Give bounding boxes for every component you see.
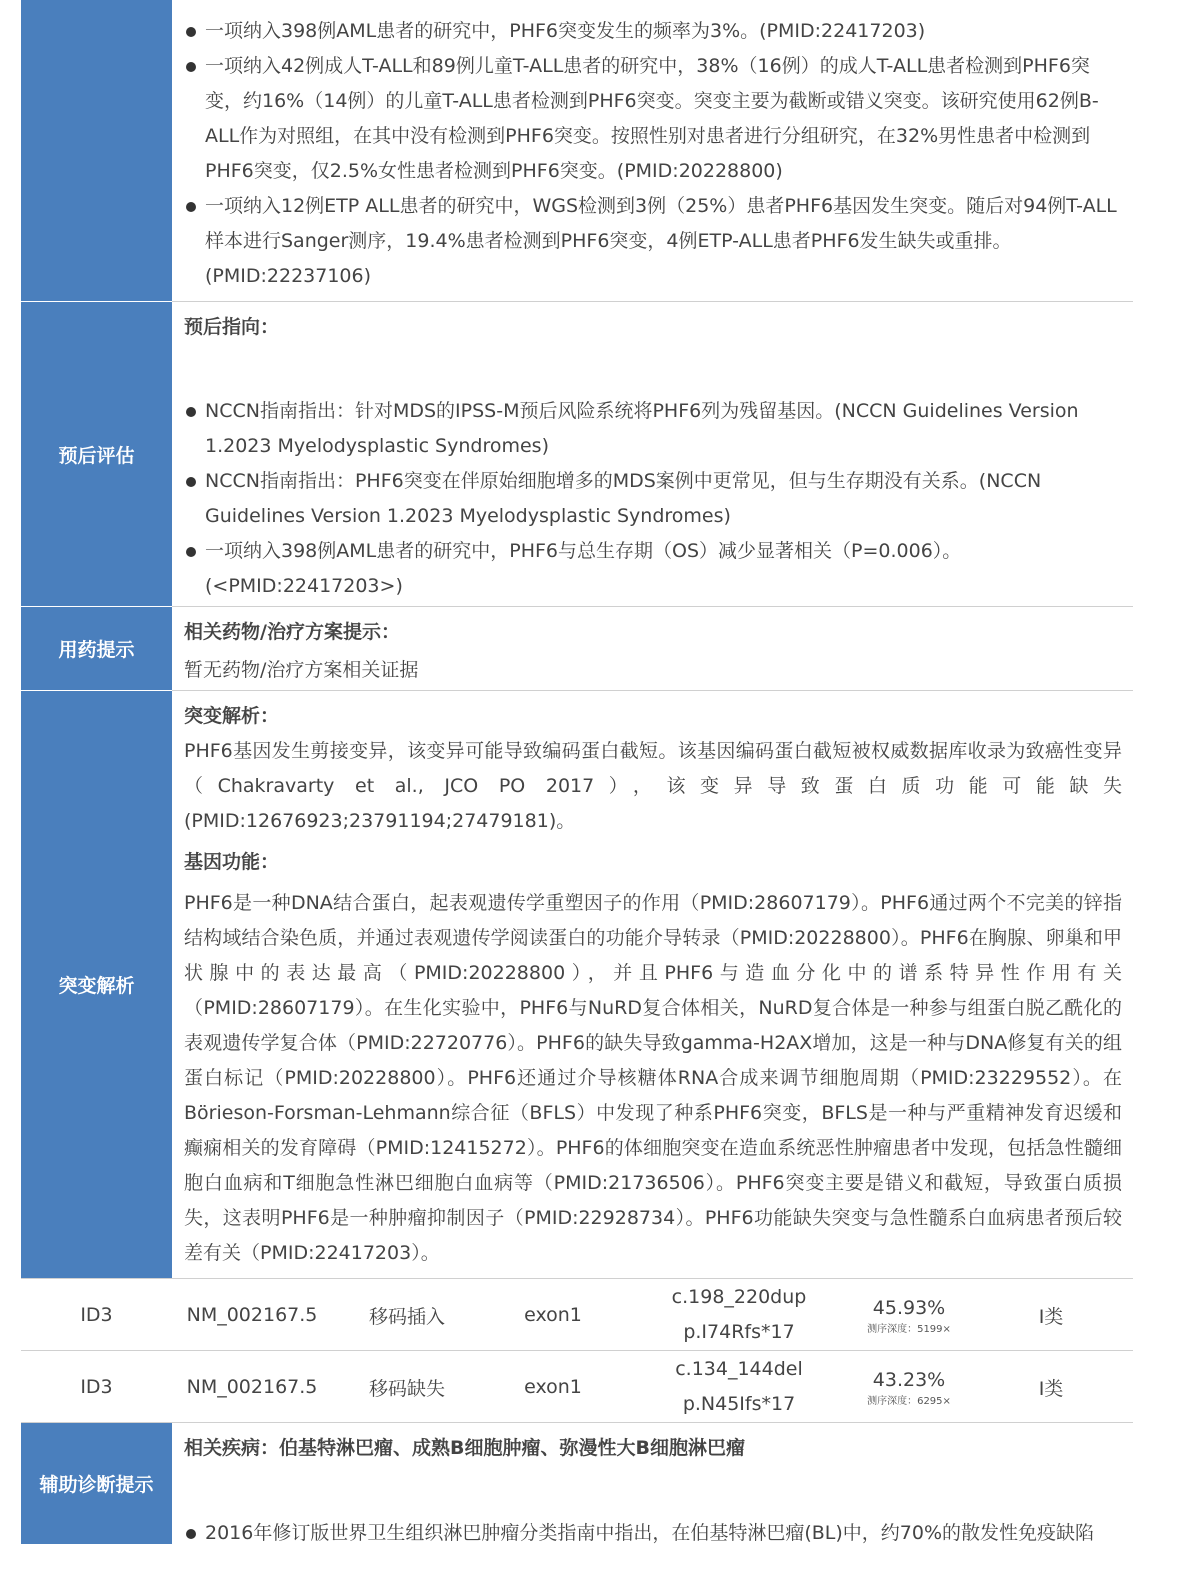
drug-label: 用药提示 xyxy=(21,607,172,690)
table-row xyxy=(21,1351,1133,1423)
gene-function-heading: 基因功能： xyxy=(184,851,280,873)
depth-value: 测序深度：5199× xyxy=(867,1324,951,1335)
mutation-label: 突变解析 xyxy=(21,691,172,1278)
cdna-change: c.134_144del xyxy=(675,1358,803,1380)
variant-cell xyxy=(624,1279,854,1351)
level-cell: I类 xyxy=(1038,1377,1064,1400)
gene-cell: ID3 xyxy=(80,1304,113,1326)
protein-change: p.N45Ifs*17 xyxy=(682,1393,796,1415)
evidence-section xyxy=(21,0,1133,301)
mutation-heading: 突变解析： xyxy=(184,705,280,727)
aux-section xyxy=(21,1423,1133,1544)
prognosis-bullet: NCCN指南指出：针对MDS的IPSS-M预后风险系统将PHF6列为残留基因。(NCCN Guidelines Version 1.2023 Myelodysplastic Syndromes) xyxy=(184,394,1122,464)
evidence-label-column xyxy=(21,0,172,301)
depth-value: 测序深度：6295× xyxy=(867,1396,951,1407)
protein-change: p.I74Rfs*17 xyxy=(683,1321,795,1343)
variant-cell xyxy=(624,1351,854,1423)
table-row xyxy=(21,1279,1133,1351)
aux-heading: 相关疾病：伯基特淋巴瘤、成熟B细胞肿瘤、弥漫性大B细胞淋巴瘤 xyxy=(184,1437,745,1459)
evidence-content xyxy=(172,0,1133,301)
cdna-change: c.198_220dup xyxy=(671,1286,807,1308)
prognosis-content xyxy=(172,302,1133,606)
evidence-bullet: 一项纳入42例成人T-ALL和89例儿童T-ALL患者的研究中，38%（16例）的成人T-ALL患者检测到PHF6突变，约16%（14例）的儿童T-ALL患者检测到PHF6突变。突变主要为截断或错义突变。该研究使用62例B-ALL作为对照组，在其中没有检测到PHF6突变。按照性别对患者进行分组研究，在32%男性患者中检测到PHF6突变，仅2.5%女性患者检测到PHF6突变。(PMID:20228800) xyxy=(184,49,1122,189)
prognosis-heading: 预后指向： xyxy=(184,316,280,338)
drug-section xyxy=(21,607,1133,690)
drug-heading: 相关药物/治疗方案提示： xyxy=(184,621,400,643)
type-cell: 移码缺失 xyxy=(368,1377,445,1400)
exon-cell: exon1 xyxy=(524,1304,582,1326)
drug-text: 暂无药物/治疗方案相关证据 xyxy=(184,659,419,681)
gene-cell: ID3 xyxy=(80,1376,113,1398)
aux-bullet: 2016年修订版世界卫生组织淋巴肿瘤分类指南中指出，在伯基特淋巴瘤(BL)中，约70%的散发性免疫缺陷 xyxy=(184,1516,1122,1551)
type-cell: 移码插入 xyxy=(368,1305,445,1328)
transcript-cell: NM_002167.5 xyxy=(186,1304,318,1326)
prognosis-label: 预后评估 xyxy=(21,302,172,606)
mutation-section xyxy=(21,691,1133,1278)
drug-content xyxy=(172,607,1133,690)
vaf-cell xyxy=(844,1279,974,1351)
prognosis-section xyxy=(21,302,1133,606)
prognosis-bullet: NCCN指南指出：PHF6突变在伴原始细胞增多的MDS案例中更常见，但与生存期没有关系。(NCCN Guidelines Version 1.2023 Myelodysplastic Syndromes) xyxy=(184,464,1122,534)
level-cell: I类 xyxy=(1038,1305,1064,1328)
mutation-text: PHF6基因发生剪接变异，该变异可能导致编码蛋白截短。该基因编码蛋白截短被权威数据库收录为致癌性变异（Chakravarty et al., JCO PO 2017），该变异导致蛋白质功能可能缺失(PMID:12676923;23791194;27479181)。 xyxy=(184,740,1122,832)
gene-function-text: PHF6是一种DNA结合蛋白，起表观遗传学重塑因子的作用（PMID:28607179）。PHF6通过两个不完美的锌指结构域结合染色质，并通过表观遗传学阅读蛋白的功能介导转录（PMID:20228800）。PHF6在胸腺、卵巢和甲状腺中的表达最高（PMID:20228800），并且PHF6与造血分化中的谱系特异性作用有关（PMID:28607179）。在生化实验中，PHF6与NuRD复合体相关，NuRD复合体是一种参与组蛋白脱乙酰化的表观遗传学复合体（PMID:22720776）。PHF6的缺失导致gamma-H2AX增加，这是一种与DNA修复有关的组蛋白标记（PMID:20228800）。PHF6还通过介导核糖体RNA合成来调节细胞周期（PMID:23229552）。在Börieson-Forsman-Lehmann综合征（BFLS）中发现了种系PHF6突变，BFLS是一种与严重精神发育迟缓和癫痫相关的发育障碍（PMID:12415272）。PHF6的体细胞突变在造血系统恶性肿瘤患者中发现，包括急性髓细胞白血病和T细胞急性淋巴细胞白血病等（PMID:21736506）。PHF6突变主要是错义和截短，导致蛋白质损失，这表明PHF6是一种肿瘤抑制因子（PMID:22928734）。PHF6功能缺失突变与急性髓系白血病患者预后较差有关（PMID:22417203）。 xyxy=(184,892,1122,1264)
exon-cell: exon1 xyxy=(524,1376,582,1398)
prognosis-bullet: 一项纳入398例AML患者的研究中，PHF6与总生存期（OS）减少显著相关（P=0.006）。(<PMID:22417203>) xyxy=(184,534,1122,604)
evidence-bullet: 一项纳入398例AML患者的研究中，PHF6突变发生的频率为3%。(PMID:22417203) xyxy=(184,14,1122,49)
transcript-cell: NM_002167.5 xyxy=(186,1376,318,1398)
vaf-cell xyxy=(844,1351,974,1423)
aux-label: 辅助诊断提示 xyxy=(21,1423,172,1544)
mutation-content xyxy=(172,691,1133,1278)
aux-content xyxy=(172,1423,1133,1544)
vaf-value: 45.93% xyxy=(872,1297,946,1319)
vaf-value: 43.23% xyxy=(872,1369,946,1391)
evidence-bullet: 一项纳入12例ETP ALL患者的研究中，WGS检测到3例（25%）患者PHF6基因发生突变。随后对94例T-ALL样本进行Sanger测序，19.4%患者检测到PHF6突变，4例ETP-ALL患者PHF6发生缺失或重排。(PMID:22237106) xyxy=(184,189,1122,294)
